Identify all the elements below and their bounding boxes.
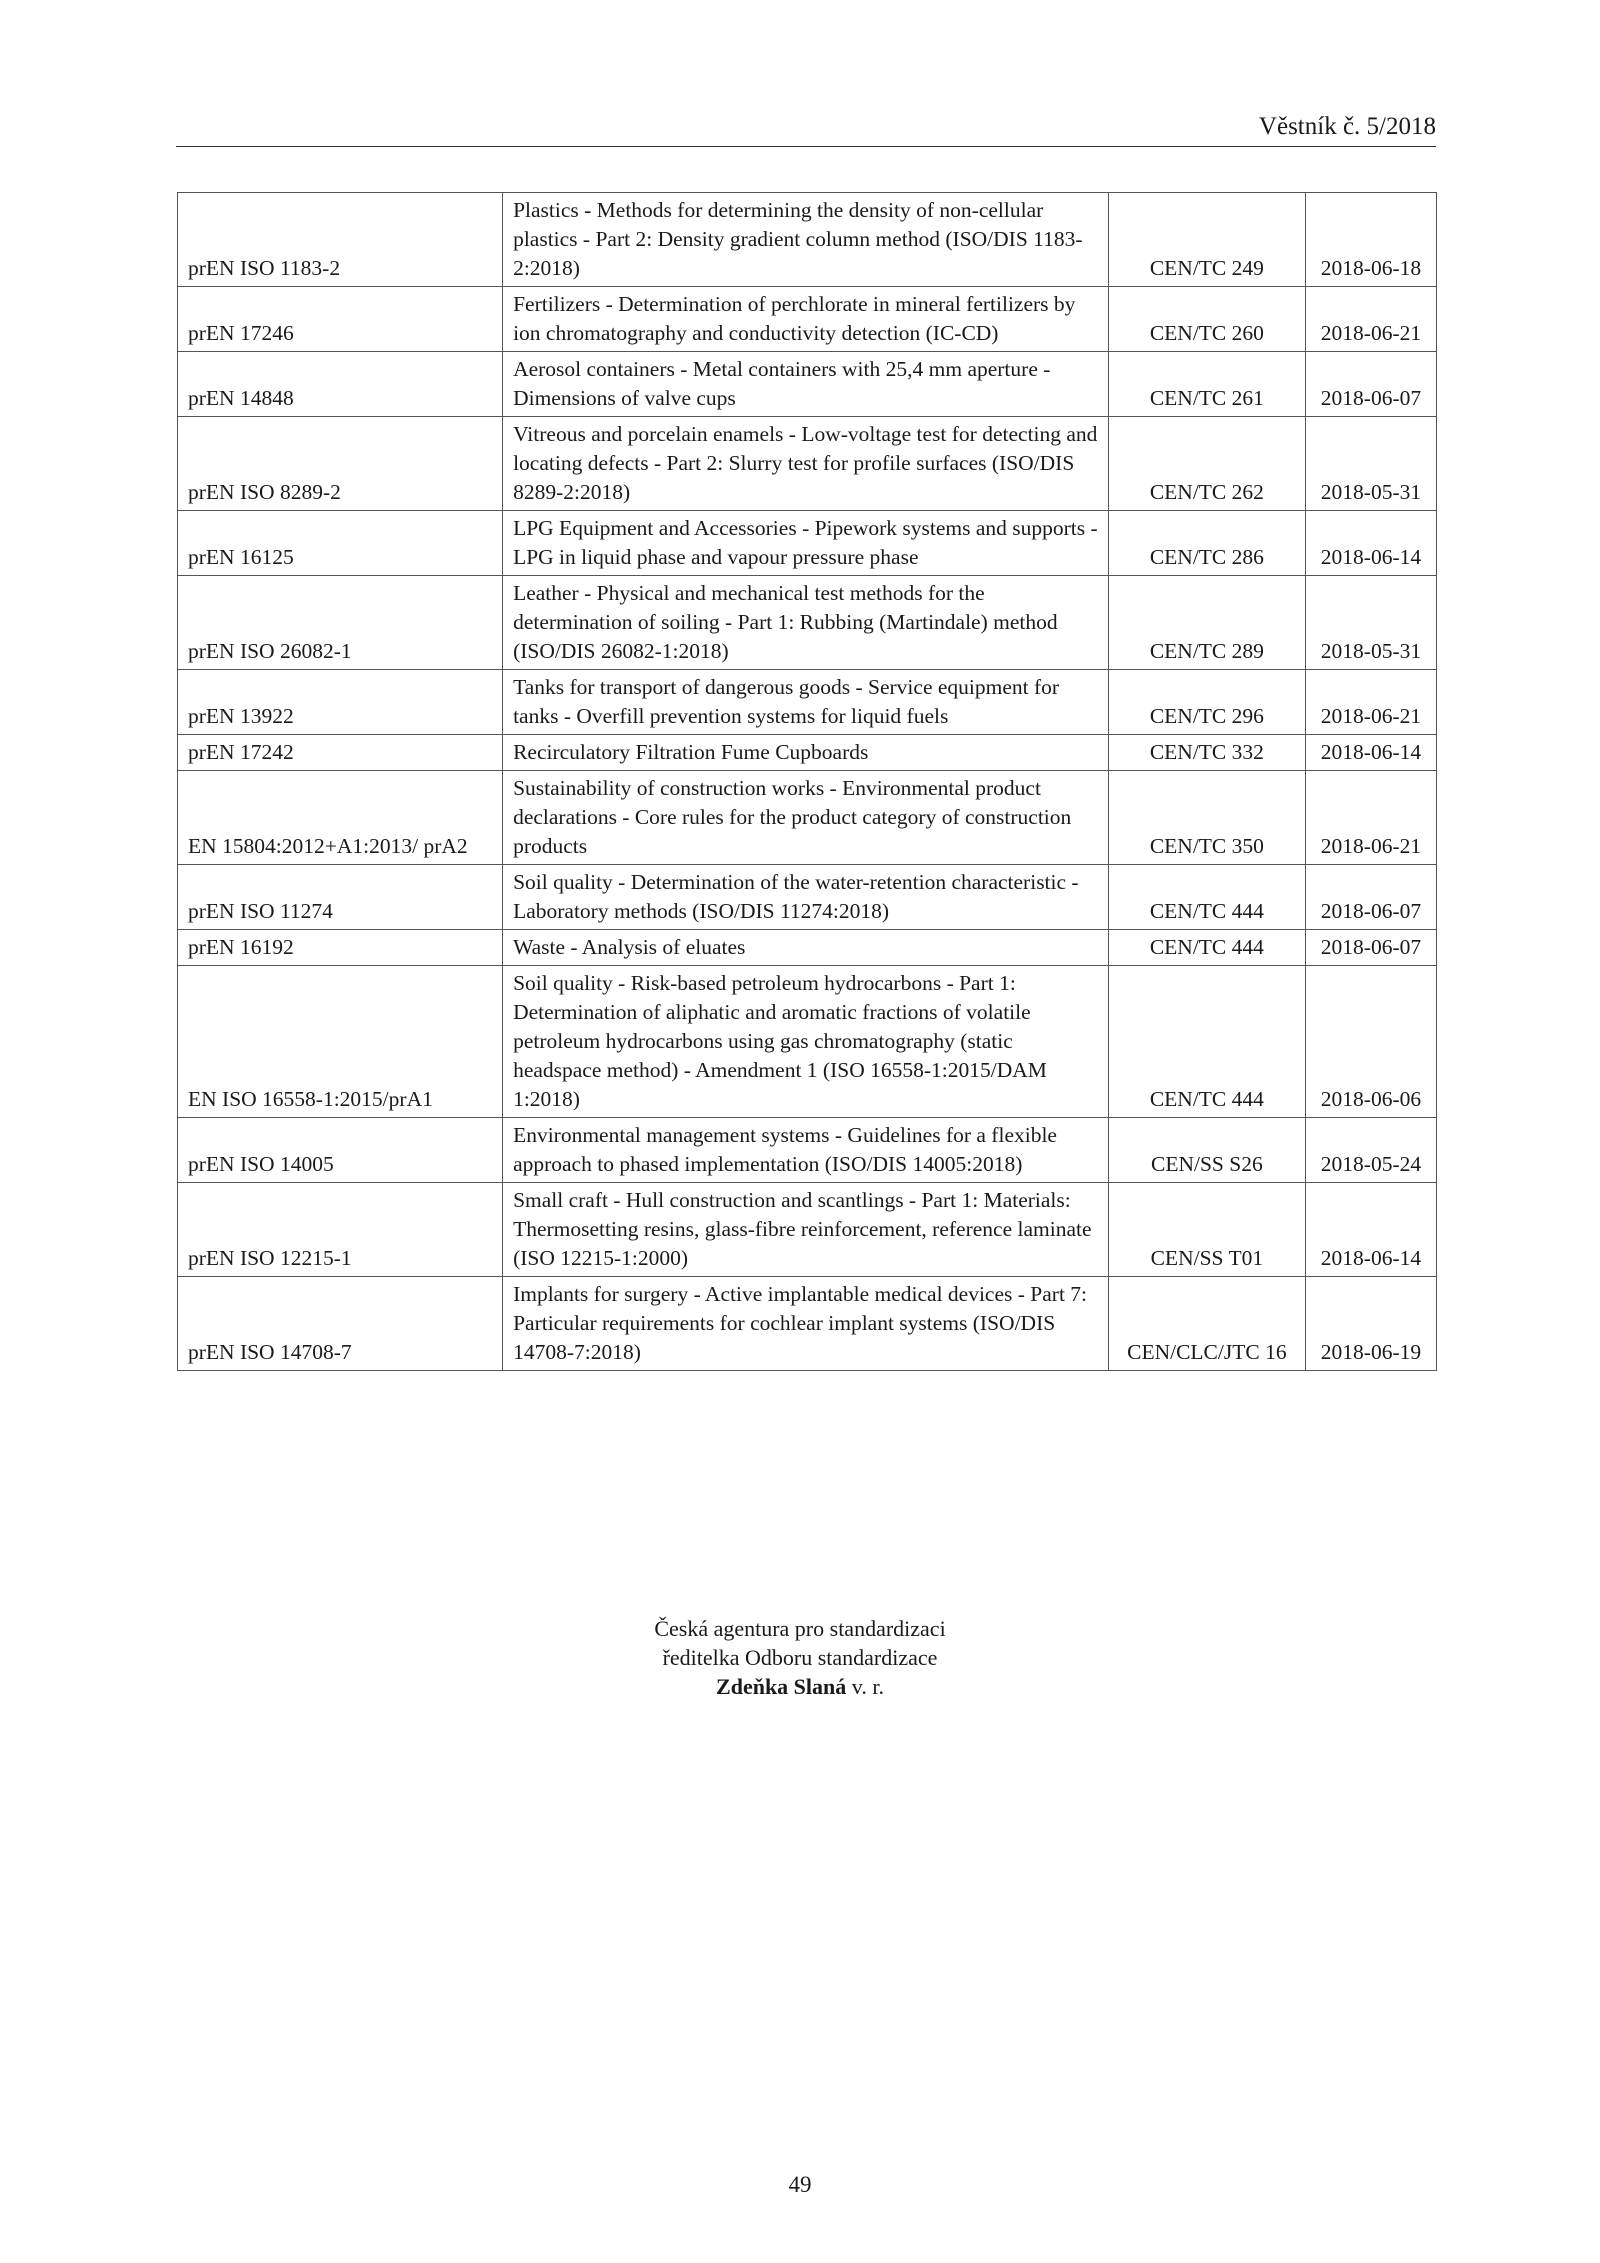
table-row <box>178 865 1437 930</box>
standard-title-cell: Plastics - Methods for determining the density of non-cellular plastics - Part 2: Density gradient column method (ISO/DIS 1183-2:2018) <box>503 193 1109 287</box>
page-number: 49 <box>788 2172 812 2197</box>
standard-code-cell: prEN ISO 26082-1 <box>178 576 503 670</box>
signature-suffix: v. r. <box>846 1674 884 1699</box>
committee-cell: CEN/TC 286 <box>1108 511 1305 576</box>
table-row <box>178 287 1437 352</box>
signature-position: ředitelka Odboru standardizace <box>662 1645 938 1670</box>
deadline-date-cell: 2018-06-19 <box>1305 1277 1436 1371</box>
signature-name: Zdeňka Slaná <box>716 1674 847 1699</box>
signature-organization: Česká agentura pro standardizaci <box>654 1616 946 1641</box>
deadline-date-cell: 2018-06-06 <box>1305 966 1436 1118</box>
deadline-date-cell: 2018-06-21 <box>1305 287 1436 352</box>
committee-cell: CEN/TC 260 <box>1108 287 1305 352</box>
standard-code-cell: prEN ISO 11274 <box>178 865 503 930</box>
committee-cell: CEN/TC 249 <box>1108 193 1305 287</box>
deadline-date-cell: 2018-06-07 <box>1305 865 1436 930</box>
standard-code-cell: EN 15804:2012+A1:2013/ prA2 <box>178 771 503 865</box>
standard-title-cell: Leather - Physical and mechanical test methods for the determination of soiling - Part 1: Rubbing (Martindale) method (ISO/DIS 26082-1:2018) <box>503 576 1109 670</box>
committee-cell: CEN/TC 289 <box>1108 576 1305 670</box>
table-row <box>178 417 1437 511</box>
deadline-date-cell: 2018-06-14 <box>1305 1183 1436 1277</box>
table-row <box>178 576 1437 670</box>
standard-code-cell: prEN 16125 <box>178 511 503 576</box>
standard-code-cell: prEN 17246 <box>178 287 503 352</box>
committee-cell: CEN/TC 261 <box>1108 352 1305 417</box>
deadline-date-cell: 2018-05-31 <box>1305 576 1436 670</box>
table-row <box>178 1183 1437 1277</box>
standard-title-cell: Waste - Analysis of eluates <box>503 930 1109 966</box>
table-row <box>178 966 1437 1118</box>
table-row <box>178 1277 1437 1371</box>
standard-code-cell: EN ISO 16558-1:2015/prA1 <box>178 966 503 1118</box>
table-row <box>178 352 1437 417</box>
standard-title-cell: Aerosol containers - Metal containers with 25,4 mm aperture - Dimensions of valve cups <box>503 352 1109 417</box>
committee-cell: CEN/TC 262 <box>1108 417 1305 511</box>
standard-title-cell: Soil quality - Risk-based petroleum hydrocarbons - Part 1: Determination of aliphatic and aromatic fractions of volatile petroleum hydrocarbons using gas chromatography (static headspace method) - Amendment 1 (ISO 16558-1:2015/DAM 1:2018) <box>503 966 1109 1118</box>
standard-title-cell: Sustainability of construction works - Environmental product declarations - Core rules for the product category of construction products <box>503 771 1109 865</box>
committee-cell: CEN/TC 296 <box>1108 670 1305 735</box>
standard-code-cell: prEN ISO 1183-2 <box>178 193 503 287</box>
standard-title-cell: Environmental management systems - Guidelines for a flexible approach to phased implementation (ISO/DIS 14005:2018) <box>503 1118 1109 1183</box>
standard-title-cell: Vitreous and porcelain enamels - Low-voltage test for detecting and locating defects - Part 2: Slurry test for profile surfaces (ISO/DIS 8289-2:2018) <box>503 417 1109 511</box>
standard-title-cell: Soil quality - Determination of the water-retention characteristic - Laboratory methods (ISO/DIS 11274:2018) <box>503 865 1109 930</box>
table-row <box>178 771 1437 865</box>
table-row <box>178 930 1437 966</box>
committee-cell: CEN/TC 444 <box>1108 930 1305 966</box>
committee-cell: CEN/TC 444 <box>1108 865 1305 930</box>
deadline-date-cell: 2018-05-31 <box>1305 417 1436 511</box>
deadline-date-cell: 2018-05-24 <box>1305 1118 1436 1183</box>
deadline-date-cell: 2018-06-07 <box>1305 930 1436 966</box>
standard-title-cell: Recirculatory Filtration Fume Cupboards <box>503 735 1109 771</box>
standard-code-cell: prEN ISO 14708-7 <box>178 1277 503 1371</box>
standard-code-cell: prEN 13922 <box>178 670 503 735</box>
signature-name-line <box>500 1672 1100 1701</box>
table-row <box>178 193 1437 287</box>
committee-cell: CEN/TC 444 <box>1108 966 1305 1118</box>
table-row <box>178 1118 1437 1183</box>
page-header: Věstník č. 5/2018 <box>176 112 1436 147</box>
standard-title-cell: Implants for surgery - Active implantable medical devices - Part 7: Particular requirements for cochlear implant systems (ISO/DIS 14708-7:2018) <box>503 1277 1109 1371</box>
committee-cell: CEN/SS S26 <box>1108 1118 1305 1183</box>
standards-table-body <box>178 193 1437 1371</box>
standard-code-cell: prEN ISO 8289-2 <box>178 417 503 511</box>
standard-title-cell: LPG Equipment and Accessories - Pipework systems and supports - LPG in liquid phase and vapour pressure phase <box>503 511 1109 576</box>
table-row <box>178 735 1437 771</box>
deadline-date-cell: 2018-06-21 <box>1305 670 1436 735</box>
standard-code-cell: prEN ISO 14005 <box>178 1118 503 1183</box>
deadline-date-cell: 2018-06-21 <box>1305 771 1436 865</box>
standard-code-cell: prEN ISO 12215-1 <box>178 1183 503 1277</box>
deadline-date-cell: 2018-06-18 <box>1305 193 1436 287</box>
standards-table <box>177 192 1437 1371</box>
standard-title-cell: Small craft - Hull construction and scantlings - Part 1: Materials: Thermosetting resins, glass-fibre reinforcement, reference laminate (ISO 12215-1:2000) <box>503 1183 1109 1277</box>
committee-cell: CEN/TC 350 <box>1108 771 1305 865</box>
deadline-date-cell: 2018-06-14 <box>1305 735 1436 771</box>
deadline-date-cell: 2018-06-07 <box>1305 352 1436 417</box>
standard-title-cell: Fertilizers - Determination of perchlorate in mineral fertilizers by ion chromatography and conductivity detection (IC-CD) <box>503 287 1109 352</box>
table-row <box>178 511 1437 576</box>
standard-title-cell: Tanks for transport of dangerous goods - Service equipment for tanks - Overfill prevention systems for liquid fuels <box>503 670 1109 735</box>
table-row <box>178 670 1437 735</box>
committee-cell: CEN/TC 332 <box>1108 735 1305 771</box>
committee-cell: CEN/CLC/JTC 16 <box>1108 1277 1305 1371</box>
standard-code-cell: prEN 16192 <box>178 930 503 966</box>
signature-block <box>500 1614 1100 1701</box>
standard-code-cell: prEN 14848 <box>178 352 503 417</box>
standard-code-cell: prEN 17242 <box>178 735 503 771</box>
committee-cell: CEN/SS T01 <box>1108 1183 1305 1277</box>
deadline-date-cell: 2018-06-14 <box>1305 511 1436 576</box>
